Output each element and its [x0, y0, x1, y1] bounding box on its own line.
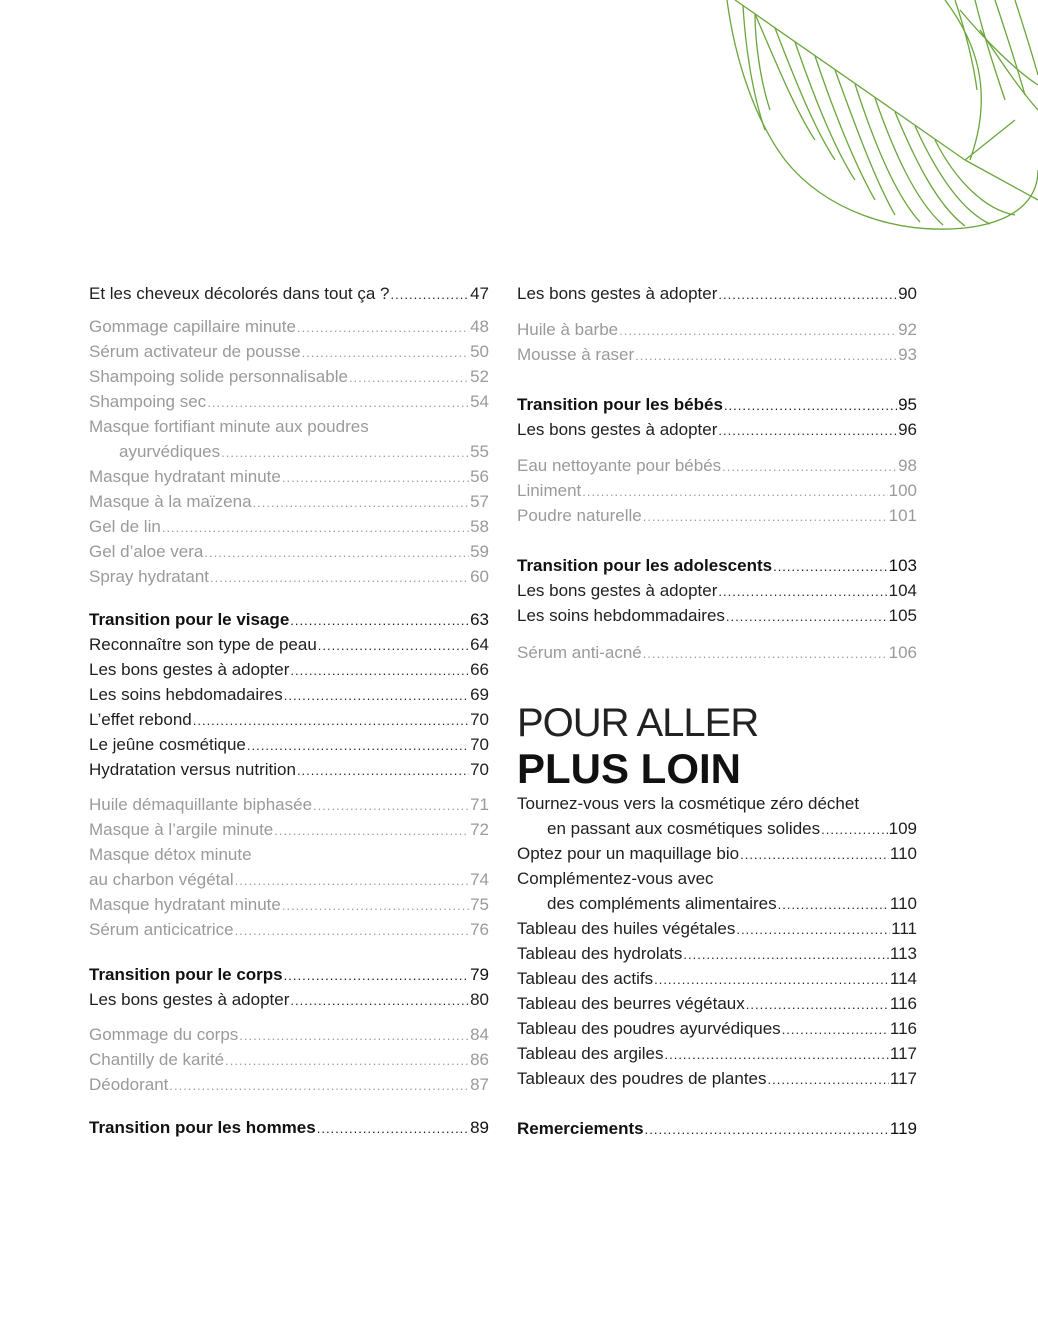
toc-dot-leader [204, 540, 469, 565]
toc-page-number: 117 [889, 1069, 917, 1088]
toc-entry [89, 564, 489, 589]
toc-entry-title: Transition pour les hommes [89, 1118, 316, 1137]
toc-entry-title: Tableau des poudres ayurvédiques [517, 1019, 781, 1038]
toc-entry-title: Déodorant [89, 1075, 169, 1094]
toc-dot-leader [664, 1042, 888, 1067]
toc-entry-title: en passant aux cosmétiques solides [547, 819, 821, 838]
toc-entry [89, 842, 489, 867]
toc-page-number: 96 [898, 420, 917, 439]
toc-page-number: 117 [889, 1044, 917, 1063]
toc-entry [89, 281, 489, 306]
toc-dot-leader [718, 282, 897, 307]
toc-entry [517, 317, 917, 342]
toc-page-number: 113 [889, 944, 917, 963]
toc-dot-leader [225, 1048, 469, 1073]
toc-page-number: 86 [470, 1050, 489, 1069]
toc-entry-title: Masque fortifiant minute aux poudres [89, 417, 369, 436]
toc-entry [89, 1022, 489, 1047]
toc-page-number: 104 [888, 581, 917, 600]
toc-entry-title: Tableau des hydrolats [517, 944, 683, 963]
toc-entry-title: Tableau des actifs [517, 969, 654, 988]
toc-entry [517, 553, 917, 578]
toc-dot-leader [683, 942, 889, 967]
toc-page-number: 87 [470, 1075, 489, 1094]
toc-entry-title: Shampoing solide personnalisable [89, 367, 348, 386]
toc-entry-title: Les bons gestes à adopter [517, 420, 718, 439]
toc-entry [89, 657, 489, 682]
toc-entry [89, 817, 489, 842]
toc-entry [89, 632, 489, 657]
toc-dot-leader [726, 604, 888, 629]
toc-dot-leader [724, 393, 897, 418]
toc-entry-title: Transition pour le corps [89, 965, 283, 984]
toc-page-number: 58 [470, 517, 489, 536]
toc-page-number: 71 [470, 795, 489, 814]
toc-entry [89, 1072, 489, 1097]
toc-page-number: 76 [470, 920, 489, 939]
toc-entry-title: au charbon végétal [89, 870, 234, 889]
toc-page-number: 54 [470, 392, 489, 411]
toc-page-number: 70 [470, 710, 489, 729]
toc-page-number: 56 [470, 467, 489, 486]
toc-entry [517, 1041, 917, 1066]
toc-dot-leader [297, 758, 469, 783]
toc-entry [517, 417, 917, 442]
toc-page-number: 50 [470, 342, 489, 361]
toc-entry-title: Hydratation versus nutrition [89, 760, 296, 779]
toc-entry-title: ayurvédiques [119, 442, 221, 461]
toc-entry [89, 439, 489, 464]
toc-entry-title: Les soins hebdomadaires [89, 685, 283, 704]
toc-page-number: 70 [470, 760, 489, 779]
toc-dot-leader [654, 967, 889, 992]
toc-entry-title: Masque hydratant minute [89, 467, 281, 486]
toc-entry [89, 962, 489, 987]
toc-entry [517, 603, 917, 628]
toc-dot-leader [722, 454, 897, 479]
toc-entry [517, 503, 917, 528]
toc-entry [89, 339, 489, 364]
toc-dot-leader [247, 733, 469, 758]
toc-entry-title: Les bons gestes à adopter [89, 990, 290, 1009]
toc-page-number: 59 [470, 542, 489, 561]
toc-page-number: 90 [898, 284, 917, 303]
toc-entry [89, 892, 489, 917]
toc-dot-leader [302, 340, 469, 365]
toc-entry-title: Reconnaître son type de peau [89, 635, 317, 654]
toc-page-number: 109 [888, 819, 917, 838]
toc-entry-title: Masque détox minute [89, 845, 252, 864]
toc-entry [89, 792, 489, 817]
toc-entry-title: Les bons gestes à adopter [517, 284, 718, 303]
toc-dot-leader [290, 608, 469, 633]
toc-entry-title: Eau nettoyante pour bébés [517, 456, 722, 475]
toc-page-number: 106 [888, 643, 917, 662]
toc-entry [517, 841, 917, 866]
toc-dot-leader [773, 554, 888, 579]
toc-entry-title: Mousse à raser [517, 345, 635, 364]
toc-page-number: 74 [470, 870, 489, 889]
toc-page-number: 103 [888, 556, 917, 575]
toc-entry-title: Huile à barbe [517, 320, 619, 339]
toc-dot-leader [297, 315, 469, 340]
toc-dot-leader [282, 893, 469, 918]
toc-entry [517, 966, 917, 991]
toc-entry-title: Gommage capillaire minute [89, 317, 296, 336]
toc-entry-title: Transition pour les adolescents [517, 556, 773, 575]
toc-entry-title: Sérum activateur de pousse [89, 342, 301, 361]
toc-entry-title: Sérum anti-acné [517, 643, 642, 662]
toc-dot-leader [290, 988, 469, 1013]
toc-dot-leader [313, 793, 469, 818]
toc-entry-title: Complémentez-vous avec [517, 869, 714, 888]
toc-page-number: 70 [470, 735, 489, 754]
toc-dot-leader [207, 390, 469, 415]
toc-entry-title: Masque à la maïzena [89, 492, 252, 511]
toc-dot-leader [210, 565, 469, 590]
toc-entry [89, 364, 489, 389]
toc-entry-title: Le jeûne cosmétique [89, 735, 246, 754]
toc-page-number: 60 [470, 567, 489, 586]
toc-page-number: 84 [470, 1025, 489, 1044]
section-heading-line1: POUR ALLER [517, 701, 759, 745]
toc-dot-leader [282, 465, 469, 490]
toc-entry-title: Tableau des beurres végétaux [517, 994, 745, 1013]
toc-page-number: 80 [470, 990, 489, 1009]
toc-page-number: 119 [889, 1119, 917, 1138]
toc-entry-title: Chantilly de karité [89, 1050, 225, 1069]
toc-entry [517, 891, 917, 916]
toc-dot-leader [235, 868, 469, 893]
toc-entry [89, 732, 489, 757]
toc-entry [89, 682, 489, 707]
toc-dot-leader [718, 579, 887, 604]
toc-page-number: 48 [470, 317, 489, 336]
toc-entry [89, 489, 489, 514]
toc-entry-title: Spray hydratant [89, 567, 210, 586]
toc-page-number: 63 [470, 610, 489, 629]
toc-dot-leader [643, 504, 888, 529]
toc-dot-leader [284, 963, 469, 988]
toc-entry [89, 867, 489, 892]
toc-entry [89, 987, 489, 1012]
toc-dot-leader [782, 1017, 889, 1042]
toc-entry-title: Les bons gestes à adopter [89, 660, 290, 679]
toc-dot-leader [778, 892, 889, 917]
toc-page-number: 116 [889, 994, 917, 1013]
toc-dot-leader [274, 818, 469, 843]
toc-entry-title: Transition pour les bébés [517, 395, 723, 414]
toc-page-number: 98 [898, 456, 917, 475]
toc-entry [517, 816, 917, 841]
toc-entry [517, 866, 917, 891]
toc-page-number: 55 [470, 442, 489, 461]
toc-entry [517, 640, 917, 665]
toc-entry-title: Huile démaquillante biphasée [89, 795, 313, 814]
toc-entry-title: Tableaux des poudres de plantes [517, 1069, 767, 1088]
toc-dot-leader [718, 418, 897, 443]
toc-dot-leader [253, 490, 470, 515]
toc-entry [89, 1047, 489, 1072]
toc-entry [89, 917, 489, 942]
toc-entry-title: Remerciements [517, 1119, 644, 1138]
toc-entry [517, 453, 917, 478]
toc-entry [517, 791, 917, 816]
toc-dot-leader [221, 440, 469, 465]
toc-entry [89, 389, 489, 414]
toc-dot-leader [821, 817, 888, 842]
toc-dot-leader [317, 1116, 469, 1141]
toc-page-number: 111 [891, 919, 917, 938]
toc-entry-title: Tournez-vous vers la cosmétique zéro déchet [517, 794, 860, 813]
toc-entry-title: Optez pour un maquillage bio [517, 844, 740, 863]
toc-entry [89, 607, 489, 632]
toc-page-number: 101 [888, 506, 917, 525]
monstera-leaf-icon [715, 0, 1038, 235]
toc-entry [89, 414, 489, 439]
toc-entry [89, 757, 489, 782]
toc-page-number: 66 [470, 660, 489, 679]
toc-page-number: 100 [888, 481, 917, 500]
toc-page-number: 89 [470, 1118, 489, 1137]
toc-entry [517, 392, 917, 417]
toc-entry-title: Tableau des huiles végétales [517, 919, 736, 938]
toc-entry-title: Gommage du corps [89, 1025, 239, 1044]
toc-entry [517, 478, 917, 503]
toc-dot-leader [318, 633, 469, 658]
toc-dot-leader [290, 658, 469, 683]
toc-entry-title: Gel d’aloe vera [89, 542, 204, 561]
toc-entry [517, 916, 917, 941]
toc-entry [89, 464, 489, 489]
toc-page-number: 105 [888, 606, 917, 625]
section-heading-line2: PLUS LOIN [517, 745, 742, 792]
toc-entry [517, 991, 917, 1016]
toc-page-number: 95 [898, 395, 917, 414]
toc-entry-title: Sérum anticicatrice [89, 920, 234, 939]
toc-dot-leader [193, 708, 469, 733]
toc-dot-leader [768, 1067, 889, 1092]
toc-entry [89, 1115, 489, 1140]
toc-dot-leader [235, 918, 470, 943]
toc-entry-title: Gel de lin [89, 517, 161, 536]
toc-entry-title: Poudre naturelle [517, 506, 642, 525]
toc-entry-title: Les bons gestes à adopter [517, 581, 718, 600]
toc-dot-leader [582, 479, 887, 504]
toc-dot-leader [162, 515, 469, 540]
toc-entry [517, 342, 917, 367]
toc-page-number: 75 [470, 895, 489, 914]
toc-dot-leader [239, 1023, 469, 1048]
toc-entry-title: Et les cheveux décolorés dans tout ça ? [89, 284, 390, 303]
toc-page-number: 110 [889, 844, 917, 863]
toc-page-number: 79 [470, 965, 489, 984]
toc-entry [517, 1116, 917, 1141]
toc-page-number: 52 [470, 367, 489, 386]
toc-dot-leader [746, 992, 889, 1017]
toc-entry [89, 514, 489, 539]
toc-dot-leader [635, 343, 897, 368]
toc-entry-title: Tableau des argiles [517, 1044, 664, 1063]
toc-entry-title: L’effet rebond [89, 710, 192, 729]
toc-dot-leader [736, 917, 890, 942]
toc-dot-leader [169, 1073, 469, 1098]
toc-dot-leader [391, 282, 470, 307]
toc-entry-title: Masque à l’argile minute [89, 820, 274, 839]
toc-entry-title: Les soins hebdommadaires [517, 606, 725, 625]
toc-dot-leader [645, 1117, 889, 1142]
toc-page-number: 72 [470, 820, 489, 839]
toc-entry [517, 941, 917, 966]
toc-entry [517, 281, 917, 306]
toc-entry-title: Transition pour le visage [89, 610, 290, 629]
toc-entry [517, 578, 917, 603]
toc-page-number: 116 [889, 1019, 917, 1038]
toc-dot-leader [349, 365, 469, 390]
toc-entry-title: Shampoing sec [89, 392, 207, 411]
toc-entry [517, 1066, 917, 1091]
toc-entry [89, 539, 489, 564]
toc-dot-leader [284, 683, 469, 708]
toc-page-number: 93 [898, 345, 917, 364]
toc-page-number: 64 [470, 635, 489, 654]
toc-entry [89, 707, 489, 732]
toc-entry-title: Masque hydratant minute [89, 895, 281, 914]
toc-entry [89, 314, 489, 339]
toc-page-number: 92 [898, 320, 917, 339]
toc-dot-leader [619, 318, 897, 343]
toc-page-number: 69 [470, 685, 489, 704]
toc-page-number: 110 [889, 894, 917, 913]
toc-dot-leader [740, 842, 889, 867]
toc-entry-title: des compléments alimentaires [547, 894, 777, 913]
toc-page-number: 114 [889, 969, 917, 988]
toc-dot-leader [643, 641, 888, 666]
toc-page-number: 57 [470, 492, 489, 511]
toc-page-number: 47 [470, 284, 489, 303]
toc-entry [517, 1016, 917, 1041]
toc-entry-title: Liniment [517, 481, 582, 500]
